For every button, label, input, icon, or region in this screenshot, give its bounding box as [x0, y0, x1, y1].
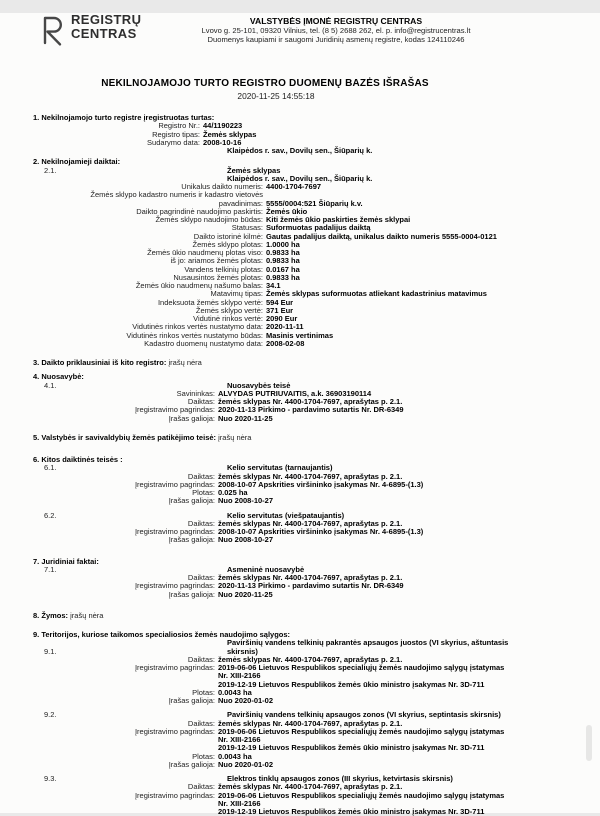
field-row — [0, 266, 600, 274]
field-value: Nuo 2008-10-27 — [218, 496, 274, 506]
field-value: žemės sklypas Nr. 4400-1704-7697, aprašytas p. 2.1. — [218, 518, 403, 528]
section-3-accessories-other-registry — [0, 359, 600, 367]
entry-heading: Kelio servitutas (viešpataujantis) — [227, 510, 345, 520]
document-header — [0, 13, 600, 51]
section-5-state-municipal-trust-right — [0, 434, 600, 442]
field-value: 594 Eur — [266, 297, 294, 307]
entry-heading: skirsnis) — [227, 646, 258, 656]
issuer-registry-code: Duomenys kaupiami ir saugomi Juridinių asmenų registre, kodas 124110246 — [207, 35, 465, 44]
entry-number: 6.1. — [44, 463, 57, 473]
section-number: 3. — [33, 358, 40, 367]
section-title: Nuosavybė: — [41, 372, 84, 382]
field-label: Daiktas: — [187, 782, 215, 792]
field-row — [0, 307, 600, 315]
field-row — [0, 290, 600, 298]
field-label: Daiktas: — [187, 518, 215, 528]
section-items — [0, 167, 600, 349]
section-number: 8. — [33, 610, 40, 620]
entry-number: 4.1. — [44, 380, 57, 390]
field-value: Žemės ūkio — [266, 206, 308, 216]
section-2-real-properties — [0, 158, 600, 348]
field-row — [0, 340, 600, 348]
field-value: Gautas padalijus daiktą, unikalus daikto numeris 5555-0004-0121 — [266, 231, 497, 241]
field-value: Nuo 2020-11-25 — [218, 413, 273, 423]
field-label: Įrašas galioja: — [168, 413, 215, 423]
field-value: 2008-10-07 Apskrities viršininko įsakymas Nr. 4-6895-(1.3) — [218, 479, 424, 489]
field-label: Daiktas: — [187, 718, 215, 728]
registry-extract-page — [0, 12, 600, 816]
field-row — [0, 497, 600, 505]
field-value: 2020-11-11 — [266, 322, 304, 332]
section-number: 2. — [33, 157, 40, 167]
section-number: 1. — [33, 113, 40, 122]
field-row — [0, 744, 600, 752]
entry-number: 9.1. — [44, 646, 57, 656]
section-note: įrašų nėra — [168, 358, 202, 367]
entry-number: 9.2. — [44, 710, 57, 720]
section-heading — [0, 373, 600, 381]
field-value: 2020-11-13 Pirkimo - pardavimo sutartis Nr. DR-6349 — [218, 405, 404, 415]
section-heading — [0, 612, 600, 620]
field-label: Žemės sklypo plotas: — [192, 239, 263, 249]
field-label: Sudarymo data: — [147, 137, 200, 147]
field-label: Įregistravimo pagrindas: — [134, 581, 215, 591]
field-label: Vidutinės rinkos vertės nustatymo būdas: — [126, 330, 263, 340]
section-heading — [0, 359, 600, 367]
field-value: 2019-12-19 Lietuvos Respublikos žemės ūkio ministro įsakymas Nr. 3D-711 — [218, 679, 485, 689]
field-label: Daikto pagrindinė naudojimo paskirtis: — [136, 206, 263, 216]
document-title-block — [0, 78, 530, 101]
field-row — [0, 528, 600, 536]
field-value: 5555/0004:521 Šiūparių k.v. — [266, 198, 363, 208]
field-label: Plotas: — [192, 687, 215, 697]
issuer-name: VALSTYBĖS ĮMONĖ REGISTRŲ CENTRAS — [249, 16, 423, 26]
field-value: žemės sklypas Nr. 4400-1704-7697, aprašytas p. 2.1. — [218, 782, 403, 792]
section-items — [0, 639, 600, 816]
registry-entry — [0, 167, 600, 349]
section-note: įrašų nėra — [70, 610, 104, 620]
field-value: Žemės sklypas — [203, 129, 257, 139]
document-title: NEKILNOJAMOJO TURTO REGISTRO DUOMENŲ BAZĖS IŠRAŠAS — [101, 78, 429, 89]
field-row — [0, 489, 600, 497]
field-label: iš jo: ariamos žemės plotas: — [170, 256, 263, 266]
entry-heading: Elektros tinklų apsaugos zonos (III skyrius, ketvirtasis skirsnis) — [227, 774, 453, 783]
field-label: Registro tipas: — [152, 129, 200, 139]
field-row — [0, 257, 600, 265]
field-label — [0, 681, 215, 689]
field-label: pavadinimas: — [218, 198, 263, 208]
field-label: Daikto istorinė kilmė: — [193, 231, 263, 241]
registry-entry — [0, 639, 600, 705]
section-number: 4. — [33, 372, 40, 382]
entry-heading: Asmeninė nuosavybė — [227, 564, 305, 574]
field-label: Įregistravimo pagrindas: — [134, 790, 215, 800]
field-label: Įrašas galioja: — [168, 696, 215, 705]
entry-number: 9.3. — [44, 774, 57, 783]
field-row — [0, 591, 600, 599]
registry-entry — [0, 566, 600, 599]
field-label — [0, 736, 215, 744]
field-label: Įregistravimo pagrindas: — [134, 663, 215, 672]
section-title: Daikto priklausiniai iš kito registro: — [41, 358, 167, 367]
field-value: Nuo 2020-11-25 — [218, 589, 273, 599]
field-label: Daiktas: — [187, 471, 215, 481]
field-row — [0, 792, 600, 800]
field-label: Daiktas: — [187, 654, 215, 664]
field-value: 0.9833 ha — [266, 248, 300, 257]
section-title: Žymos: — [41, 610, 69, 620]
field-label — [0, 672, 215, 680]
field-label: Kadastro duomenų nustatymo data: — [144, 338, 263, 348]
field-value: Masinis vertinimas — [266, 330, 334, 340]
field-value: 4400-1704-7697 — [266, 182, 322, 191]
field-label: Įregistravimo pagrindas: — [134, 527, 215, 536]
field-value: 2008-10-16 — [203, 137, 242, 147]
field-row — [0, 697, 600, 705]
document-timestamp: 2020-11-25 14:55:18 — [237, 91, 315, 101]
field-label: Įrašas galioja: — [168, 589, 215, 599]
entry-heading-line — [0, 147, 600, 155]
registry-entry — [0, 382, 600, 423]
field-value: 2019-12-19 Lietuvos Respublikos žemės ūkio ministro įsakymas Nr. 3D-711 — [218, 807, 485, 816]
entry-heading: Klaipėdos r. sav., Dovilų sen., Šiūparių k. — [227, 146, 373, 155]
section-9-special-land-use-conditions — [0, 631, 600, 816]
section-7-legal-facts — [0, 558, 600, 599]
field-label: Plotas: — [192, 751, 215, 761]
field-value: žemės sklypas Nr. 4400-1704-7697, aprašytas p. 2.1. — [218, 718, 403, 728]
field-row — [0, 761, 600, 769]
section-heading — [0, 158, 600, 166]
field-value: 2020-11-13 Pirkimo - pardavimo sutartis Nr. DR-6349 — [218, 581, 404, 591]
field-value: 2019-06-06 Lietuvos Respublikos specialiųjų žemės naudojimo sąlygų įstatymas — [218, 726, 505, 736]
field-value: Nr. XIII-2166 — [218, 735, 261, 744]
section-items — [0, 122, 600, 155]
registry-entry — [0, 711, 600, 769]
section-8-notations — [0, 612, 600, 620]
field-row — [0, 481, 600, 489]
section-1-registered-property — [0, 114, 600, 155]
field-row — [0, 753, 600, 761]
field-value: 1.0000 ha — [266, 239, 300, 249]
field-label: Įrašas galioja: — [168, 496, 215, 506]
field-value: Nuo 2020-01-02 — [218, 696, 274, 705]
section-number: 5. — [33, 432, 40, 442]
field-row — [0, 249, 600, 257]
entry-number: 7.1. — [44, 564, 57, 574]
field-row — [0, 299, 600, 307]
field-row — [0, 689, 600, 697]
section-title: Teritorijos, kuriose taikomos specialiosios žemės naudojimo sąlygos: — [41, 630, 291, 639]
section-heading — [0, 434, 600, 442]
logo-word-centras: CENTRAS — [71, 26, 137, 41]
field-row — [0, 131, 600, 139]
field-value: Nuo 2020-01-02 — [218, 759, 274, 769]
field-row — [0, 728, 600, 736]
registry-entry — [0, 512, 600, 545]
field-value: Nr. XIII-2166 — [218, 671, 261, 681]
section-note: įrašų nėra — [218, 432, 252, 442]
field-value: žemės sklypas Nr. 4400-1704-7697, aprašytas p. 2.1. — [218, 397, 403, 406]
entry-heading: Klaipėdos r. sav., Dovilų sen., Šiūparių k. — [227, 173, 373, 183]
entry-heading: Žemės sklypas — [227, 165, 281, 175]
field-value: 0.9833 ha — [266, 256, 300, 266]
field-value: Nuo 2008-10-27 — [218, 535, 274, 545]
field-value: 0.0167 ha — [266, 264, 300, 274]
registry-entry — [0, 122, 600, 155]
field-row — [0, 122, 600, 130]
field-label: Įrašas galioja: — [168, 535, 215, 545]
section-number: 9. — [33, 630, 40, 639]
field-value: 0.0043 ha — [218, 687, 252, 697]
field-row — [0, 536, 600, 544]
entry-heading: Kelio servitutas (tarnaujantis) — [227, 463, 333, 473]
field-label: Vidutinė rinkos vertė: — [193, 314, 263, 323]
field-label: Plotas: — [192, 488, 215, 497]
field-label: Daiktas: — [187, 397, 215, 406]
field-label: Vidutinės rinkos vertės nustatymo data: — [132, 322, 263, 332]
field-label: Indeksuota žemės sklypo vertė: — [157, 297, 263, 307]
entry-heading: Paviršinių vandens telkinių pakrantės apsaugos juostos (VI skyrius, aštuntasis — [227, 638, 509, 648]
field-label: Žemės sklypo vertė: — [195, 305, 263, 315]
issuer-info — [188, 16, 484, 44]
field-label: Savininkas: — [176, 388, 215, 398]
field-label: Daiktas: — [187, 573, 215, 582]
field-label: Įregistravimo pagrindas: — [134, 726, 215, 736]
field-value: 0.025 ha — [218, 488, 248, 497]
field-value: 2019-12-19 Lietuvos Respublikos žemės ūkio ministro įsakymas Nr. 3D-711 — [218, 743, 485, 753]
field-label: Įrašas galioja: — [168, 759, 215, 769]
field-value: 0.9833 ha — [266, 272, 300, 282]
field-label: Unikalus daikto numeris: — [181, 182, 263, 191]
field-label: Žemės ūkio naudmenų našumo balas: — [135, 281, 263, 290]
issuer-address: Lvovo g. 25-101, 09320 Vilnius, tel. (8 5) 2688 262, el. p. info@registrucentras.lt — [201, 26, 471, 35]
section-number: 6. — [33, 455, 40, 464]
logo-r-icon — [38, 13, 68, 46]
field-row — [0, 664, 600, 672]
section-title: Nekilnojamieji daiktai: — [41, 157, 121, 167]
field-value: ALVYDAS PUTRIUVAITIS, a.k. 36903190114 — [218, 388, 372, 398]
field-value: 0.0043 ha — [218, 751, 252, 761]
field-label — [0, 800, 215, 808]
field-value: žemės sklypas Nr. 4400-1704-7697, aprašytas p. 2.1. — [218, 654, 403, 664]
field-row — [0, 406, 600, 414]
entry-heading: Nuosavybės teisė — [227, 380, 291, 390]
field-value: Suformuotas padalijus daiktą — [266, 223, 371, 233]
field-value: 2008-10-07 Apskrities viršininko įsakymas Nr. 4-6895-(1.3) — [218, 527, 424, 536]
field-value: žemės sklypas Nr. 4400-1704-7697, aprašytas p. 2.1. — [218, 471, 403, 481]
field-value: 2019-06-06 Lietuvos Respublikos specialiųjų žemės naudojimo sąlygų įstatymas — [218, 663, 505, 672]
registru-centras-logo — [38, 13, 141, 46]
field-value: žemės sklypas Nr. 4400-1704-7697, aprašytas p. 2.1. — [218, 573, 403, 582]
section-heading — [0, 114, 600, 122]
field-value: 44/1190223 — [203, 121, 243, 131]
section-title: Nekilnojamojo turto registre įregistruotas turtas: — [41, 113, 215, 122]
field-label: Žemės sklypo naudojimo būdas: — [155, 215, 263, 224]
section-title: Juridiniai faktai: — [41, 556, 99, 566]
field-row — [0, 233, 600, 241]
field-label: Matavimų tipas: — [210, 289, 263, 299]
field-label: Įregistravimo pagrindas: — [134, 405, 215, 415]
section-items — [0, 464, 600, 544]
field-label: Registro Nr.: — [158, 121, 200, 131]
field-label: Vandens telkinių plotas: — [184, 264, 263, 274]
entry-number: 2.1. — [44, 165, 57, 175]
field-label: Statusas: — [231, 223, 263, 233]
field-value: Nr. XIII-2166 — [218, 798, 261, 808]
field-value: Žemės sklypas suformuotas atliekant kadastrinius matavimus — [266, 289, 487, 299]
field-value: 34.1 — [266, 281, 281, 290]
section-items — [0, 382, 600, 423]
field-value: 2008-02-08 — [266, 338, 305, 348]
field-row — [0, 808, 600, 816]
entry-heading-line — [0, 639, 600, 647]
field-value: 2019-06-06 Lietuvos Respublikos specialiųjų žemės naudojimo sąlygų įstatymas — [218, 790, 505, 800]
field-label: Įregistravimo pagrindas: — [134, 479, 215, 489]
field-value: 371 Eur — [266, 305, 294, 315]
field-row — [0, 241, 600, 249]
field-label: Žemės sklypo kadastro numeris ir kadastro vietovės — [90, 190, 263, 200]
field-row — [0, 582, 600, 590]
registry-entry — [0, 464, 600, 505]
logo-wordmark — [71, 13, 141, 41]
entry-number: 6.2. — [44, 510, 57, 520]
field-value: Kiti žemės ūkio paskirties žemės sklypai — [266, 215, 411, 224]
section-number: 7. — [33, 556, 40, 566]
field-label — [0, 808, 215, 816]
field-label — [0, 744, 215, 752]
section-title: Valstybės ir savivaldybių žemės patikėjimo teisė: — [41, 432, 217, 442]
field-row — [0, 415, 600, 423]
section-items — [0, 566, 600, 599]
field-label: Žemės ūkio naudmenų plotas viso: — [147, 248, 263, 257]
logo-word-registru: REGISTRŲ — [71, 12, 142, 27]
field-row — [0, 681, 600, 689]
section-6-other-property-rights — [0, 456, 600, 545]
entry-heading: Paviršinių vandens telkinių apsaugos zonos (VI skyrius, septintasis skirsnis) — [227, 710, 501, 720]
section-4-ownership — [0, 373, 600, 423]
section-title: Kitos daiktinės teisės : — [41, 455, 123, 464]
field-value: 2090 Eur — [266, 314, 298, 323]
registry-entry — [0, 775, 600, 816]
field-row — [0, 274, 600, 282]
field-label: Nusausintos žemės plotas: — [173, 272, 263, 282]
